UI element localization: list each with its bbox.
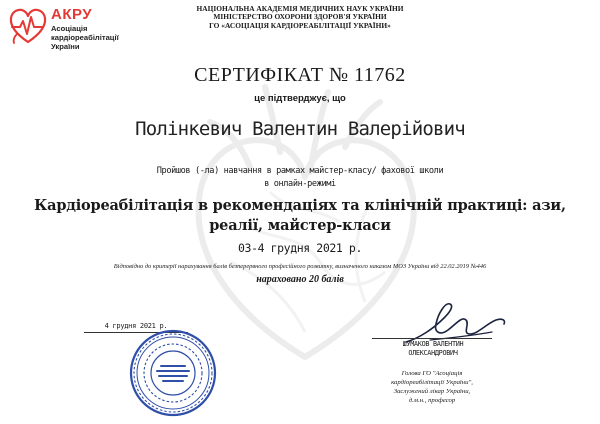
- signer-position-line: кардіореабілітації України",: [391, 379, 473, 386]
- confirms-text: це підтверджує, що: [254, 93, 346, 104]
- logo-acronym: АКРУ: [51, 6, 93, 23]
- signer-position-line: Заслужений лікар України,: [393, 388, 471, 395]
- signer-name-line: ОЛЕКСАНДРОВИЧ: [408, 349, 458, 357]
- format-text: в онлайн-режимі: [264, 179, 336, 189]
- criteria-text: Відповідно до критерії нарахування балів безперервного професійного розвитку, визначеного наказом МОЗ України від 22.02.2019 №446: [113, 263, 487, 270]
- course-title-line: реалії, майстер-класи: [209, 217, 391, 234]
- recipient-name: Полінкевич Валентин Валерійович: [135, 118, 465, 140]
- signature-underline: [372, 338, 492, 339]
- signer-name: [360, 340, 506, 358]
- header-line: НАЦІОНАЛЬНА АКАДЕМІЯ МЕДИЧНИХ НАУК УКРАЇНИ: [196, 4, 404, 13]
- course-dates: 03-4 грудня 2021 р.: [238, 241, 362, 255]
- header-line: ГО «АСОЦІАЦІЯ КАРДІОРЕАБІЛІТАЦІЇ УКРАЇНИ»: [209, 20, 391, 30]
- org-header: [150, 5, 450, 30]
- signer-position-line: Голова ГО "Асоціація: [401, 370, 463, 377]
- signer-name-line: ШУМАКОВ ВАЛЕНТИН: [402, 340, 464, 348]
- heart-pulse-icon: [8, 6, 48, 46]
- association-logo: [8, 4, 120, 62]
- course-title-line: Кардіореабілітація в рекомендаціях та клінічній практиці: ази,: [34, 197, 566, 214]
- points-awarded: нараховано 20 балів: [256, 274, 344, 285]
- header-line: МІНІСТЕРСТВО ОХОРОНИ ЗДОРОВ'Я УКРАЇНИ: [213, 12, 387, 22]
- logo-name: Асоціація кардіореабілітації України: [51, 24, 119, 51]
- course-title: [10, 196, 590, 236]
- certificate-title: СЕРТИФІКАТ № 11762: [194, 64, 406, 86]
- issue-date: 4 грудня 2021 р.: [104, 322, 168, 330]
- signer-position-line: д.м.н., професор: [408, 397, 456, 404]
- official-stamp: [128, 328, 218, 418]
- signer-position: [344, 369, 520, 405]
- completed-text: Пройшов (-ла) навчання в рамках майстер-класу/ фахової школи: [156, 166, 444, 176]
